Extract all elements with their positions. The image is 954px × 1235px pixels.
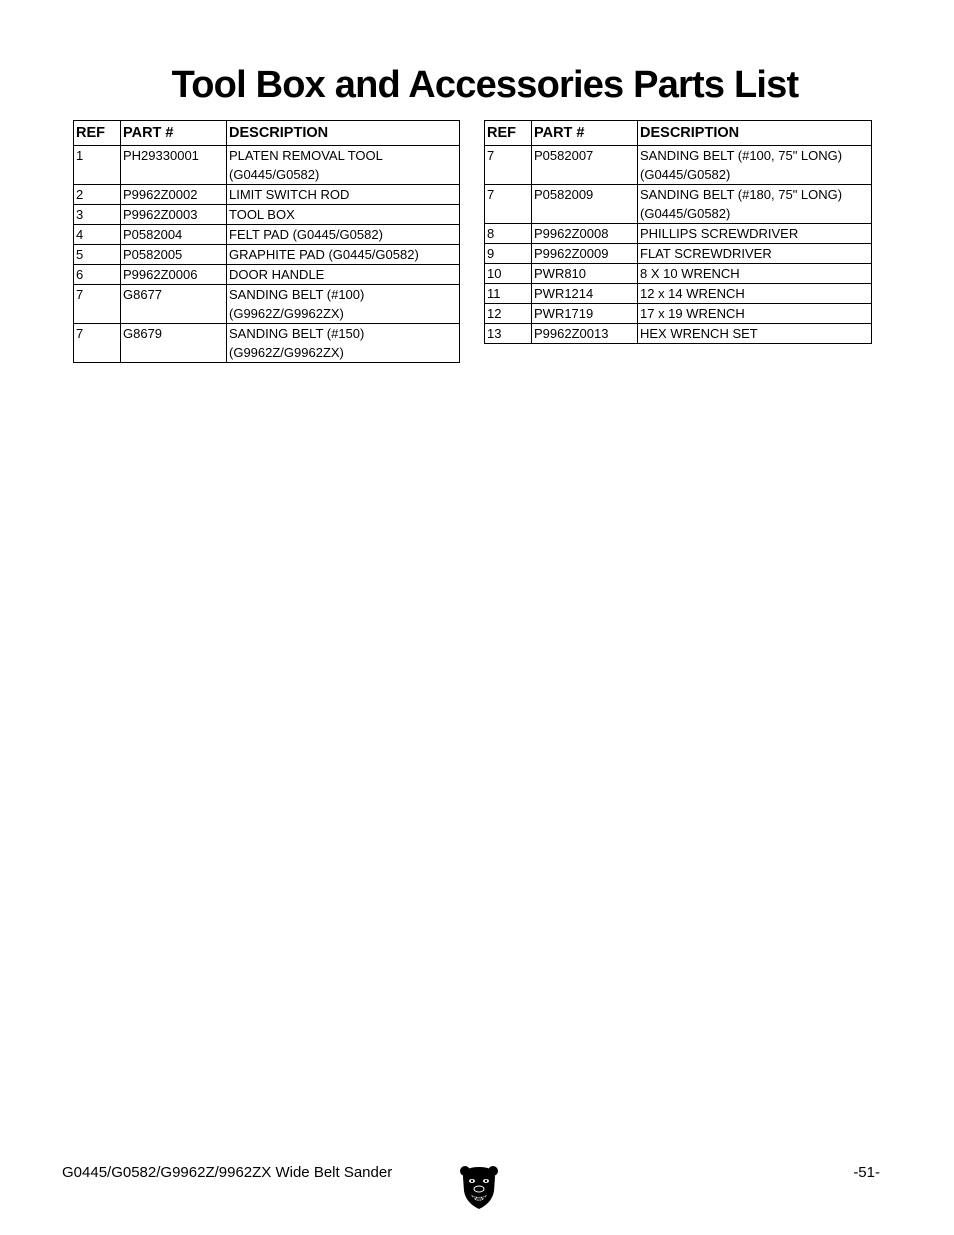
description-cell bbox=[227, 225, 460, 245]
ref-cell: 2 bbox=[74, 185, 121, 205]
table-row bbox=[74, 265, 460, 285]
description-line: HEX WRENCH SET bbox=[640, 326, 758, 341]
ref-cell: 6 bbox=[74, 265, 121, 285]
description-line: LIMIT SWITCH ROD bbox=[229, 187, 350, 202]
table-row bbox=[485, 304, 872, 324]
table-row bbox=[74, 225, 460, 245]
table-row bbox=[74, 324, 460, 363]
description-cell bbox=[638, 224, 872, 244]
description-cell bbox=[638, 304, 872, 324]
header-ref: REF bbox=[74, 121, 121, 146]
table-row bbox=[485, 324, 872, 344]
table-row bbox=[74, 285, 460, 324]
parts-table-left bbox=[73, 120, 460, 363]
grizzly-bear-logo-icon bbox=[459, 1163, 499, 1211]
table-row bbox=[74, 245, 460, 265]
table-row bbox=[485, 284, 872, 304]
description-cell bbox=[227, 265, 460, 285]
description-line: GRAPHITE PAD (G0445/G0582) bbox=[229, 247, 419, 262]
header-description: DESCRIPTION bbox=[227, 121, 460, 146]
description-cell bbox=[638, 185, 872, 224]
description-line: SANDING BELT (#180, 75" LONG) bbox=[640, 187, 843, 202]
description-cell bbox=[638, 244, 872, 264]
ref-cell: 5 bbox=[74, 245, 121, 265]
description-line: (G0445/G0582) bbox=[229, 167, 320, 182]
table-header-row bbox=[74, 121, 460, 146]
description-line: 17 x 19 WRENCH bbox=[640, 306, 745, 321]
part-number-cell: P9962Z0002 bbox=[121, 185, 227, 205]
table-row bbox=[485, 185, 872, 224]
part-number-cell: P9962Z0013 bbox=[532, 324, 638, 344]
table-row bbox=[74, 205, 460, 225]
description-line: TOOL BOX bbox=[229, 207, 295, 222]
table-row bbox=[74, 146, 460, 185]
parts-table-body bbox=[74, 146, 460, 363]
table-row bbox=[485, 146, 872, 185]
page-title: Tool Box and Accessories Parts List bbox=[171, 64, 799, 106]
part-number-cell: P9962Z0006 bbox=[121, 265, 227, 285]
description-line: 12 x 14 WRENCH bbox=[640, 286, 745, 301]
description-cell bbox=[227, 245, 460, 265]
ref-cell: 8 bbox=[485, 224, 532, 244]
header-part-number: PART # bbox=[121, 121, 227, 146]
description-line: FELT PAD (G0445/G0582) bbox=[229, 227, 383, 242]
description-line: (G0445/G0582) bbox=[640, 206, 731, 221]
part-number-cell: G8677 bbox=[121, 285, 227, 324]
description-line: 8 X 10 WRENCH bbox=[640, 266, 740, 281]
part-number-cell: PWR1214 bbox=[532, 284, 638, 304]
description-cell bbox=[227, 285, 460, 324]
ref-cell: 7 bbox=[74, 324, 121, 363]
ref-cell: 7 bbox=[74, 285, 121, 324]
description-cell bbox=[227, 324, 460, 363]
part-number-cell: G8679 bbox=[121, 324, 227, 363]
table-row bbox=[74, 185, 460, 205]
ref-cell: 1 bbox=[74, 146, 121, 185]
description-line: SANDING BELT (#100) bbox=[229, 287, 365, 302]
table-row bbox=[485, 264, 872, 284]
description-line: SANDING BELT (#150) bbox=[229, 326, 365, 341]
ref-cell: 9 bbox=[485, 244, 532, 264]
part-number-cell: P9962Z0009 bbox=[532, 244, 638, 264]
part-number-cell: P9962Z0003 bbox=[121, 205, 227, 225]
part-number-cell: PH29330001 bbox=[121, 146, 227, 185]
description-line: (G9962Z/G9962ZX) bbox=[229, 306, 344, 321]
table-row bbox=[485, 224, 872, 244]
description-line: FLAT SCREWDRIVER bbox=[640, 246, 772, 261]
part-number-cell: PWR810 bbox=[532, 264, 638, 284]
description-cell bbox=[227, 185, 460, 205]
ref-cell: 3 bbox=[74, 205, 121, 225]
ref-cell: 7 bbox=[485, 146, 532, 185]
description-line: (G9962Z/G9962ZX) bbox=[229, 345, 344, 360]
description-line: PLATEN REMOVAL TOOL bbox=[229, 148, 383, 163]
description-line: (G0445/G0582) bbox=[640, 167, 731, 182]
part-number-cell: P0582007 bbox=[532, 146, 638, 185]
parts-table-right bbox=[484, 120, 872, 344]
description-line: PHILLIPS SCREWDRIVER bbox=[640, 226, 799, 241]
ref-cell: 4 bbox=[74, 225, 121, 245]
description-cell bbox=[638, 324, 872, 344]
footer-model-text: G0445/G0582/G9962Z/9962ZX Wide Belt Sander bbox=[62, 1164, 393, 1181]
header-description: DESCRIPTION bbox=[638, 121, 872, 146]
ref-cell: 11 bbox=[485, 284, 532, 304]
page-number: -51- bbox=[853, 1164, 880, 1181]
ref-cell: 7 bbox=[485, 185, 532, 224]
part-number-cell: P0582009 bbox=[532, 185, 638, 224]
description-line: SANDING BELT (#100, 75" LONG) bbox=[640, 148, 843, 163]
part-number-cell: P9962Z0008 bbox=[532, 224, 638, 244]
description-cell bbox=[227, 146, 460, 185]
part-number-cell: PWR1719 bbox=[532, 304, 638, 324]
description-cell bbox=[638, 264, 872, 284]
description-line: DOOR HANDLE bbox=[229, 267, 325, 282]
ref-cell: 10 bbox=[485, 264, 532, 284]
description-cell bbox=[638, 146, 872, 185]
header-part-number: PART # bbox=[532, 121, 638, 146]
part-number-cell: P0582004 bbox=[121, 225, 227, 245]
ref-cell: 12 bbox=[485, 304, 532, 324]
table-header-row bbox=[485, 121, 872, 146]
header-ref: REF bbox=[485, 121, 532, 146]
description-cell bbox=[227, 205, 460, 225]
part-number-cell: P0582005 bbox=[121, 245, 227, 265]
description-cell bbox=[638, 284, 872, 304]
parts-table-body bbox=[485, 146, 872, 344]
table-row bbox=[485, 244, 872, 264]
ref-cell: 13 bbox=[485, 324, 532, 344]
